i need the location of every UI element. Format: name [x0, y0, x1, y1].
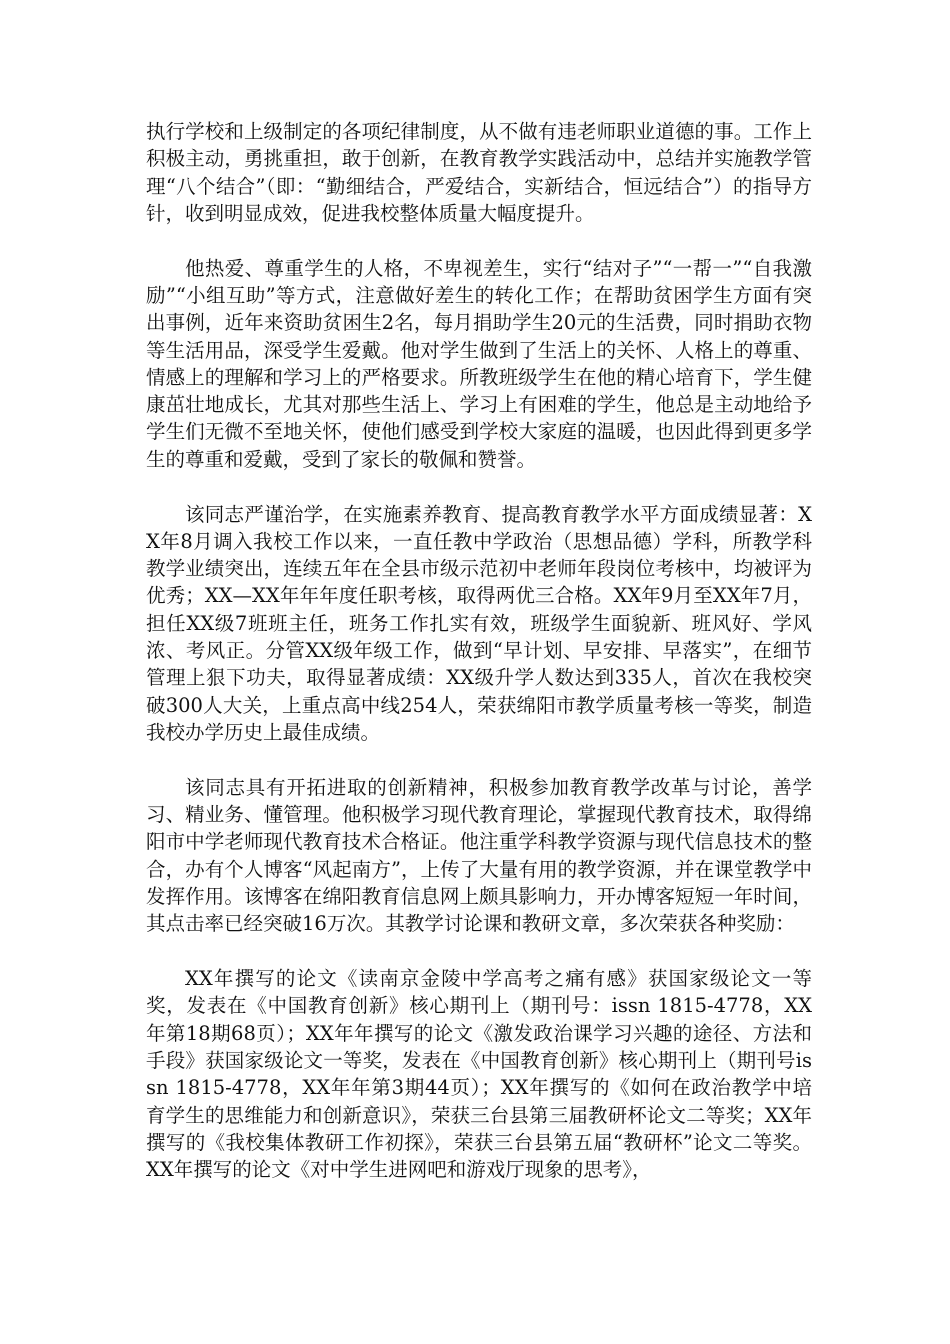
paragraph-student-care: 他热爱、尊重学生的人格，不卑视差生，实行“结对子”“一帮一”“自我激励”“小组互助”等方式，注意做好差生的转化工作；在帮助贫困学生方面有突出事例，近年来资助贫困生2名，每月捐助学生20元的生活费，同时捐助衣物等生活用品，深受学生爱戴。他对学生做到了生活上的关怀、人格上的尊重、情感上的理解和学习上的严格要求。所教班级学生在他的精心培育下，学生健康茁壮地成长，尤其对那些生活上、学习上有困难的学生，他总是主动地给予学生们无微不至地关怀，使他们感受到学校大家庭的温暖，也因此得到更多学生的尊重和爱戴，受到了家长的敬佩和赞誉。: [146, 256, 812, 471]
document-page: [146, 118, 812, 1211]
paragraph-publications: XX年撰写的论文《读南京金陵中学高考之痛有感》获国家级论文一等奖，发表在《中国教育创新》核心期刊上（期刊号：issn 1815-4778，XX年第18期68页）；XX年年撰写的论文《激发政治课学习兴趣的途径、方法和手段》获国家级论文一等奖，发表在《中国教育创新》核心期刊上（期刊号issn 1815-4778，XX年年第3期44页）；XX年撰写的《如何在政治教学中培育学生的思维能力和创新意识》，荣获三台县第三届教研杯论文二等奖；XX年撰写的《我校集体教研工作初探》，荣获三台县第五届“教研杯”论文二等奖。XX年撰写的论文《对中学生进网吧和游戏厅现象的思考》，: [146, 967, 812, 1182]
paragraph-discipline: 执行学校和上级制定的各项纪律制度，从不做有违老师职业道德的事。工作上积极主动，勇挑重担，敢于创新，在教育教学实践活动中，总结并实施教学管理“八个结合”（即：“勤细结合，严爱结合，实新结合，恒远结合”）的指导方针，收到明显成效，促进我校整体质量大幅度提升。: [146, 120, 812, 225]
paragraph-innovation: 该同志具有开拓进取的创新精神，积极参加教育教学改革与讨论，善学习、精业务、懂管理。他积极学习现代教育理论，掌握现代教育技术，取得绵阳市中学老师现代教育技术合格证。他注重学科教学资源与现代信息技术的整合，办有个人博客“风起南方”，上传了大量有用的教学资源，并在课堂教学中发挥作用。该博客在绵阳教育信息网上颇具影响力，开办博客短短一年时间，其点击率已经突破16万次。其教学讨论课和教研文章，多次荣获各种奖励：: [146, 775, 812, 936]
paragraph-teaching-achievements: 该同志严谨治学，在实施素养教育、提高教育教学水平方面成绩显著：XX年8月调入我校工作以来，一直任教中学政治（思想品德）学科，所教学科教学业绩突出，连续五年在全县市级示范初中老师年段岗位考核中，均被评为优秀；XX—XX年年年度任职考核，取得两优三合格。XX年9月至XX年7月，担任XX级7班班主任，班务工作扎实有效，班级学生面貌新、班风好、学风浓、考风正。分管XX级年级工作，做到“早计划、早安排、早落实”，在细节管理上狠下功夫，取得显著成绩：XX级升学人数达到335人，首次在我校突破300人大关，上重点高中线254人，荣获绵阳市教学质量考核一等奖，制造我校办学历史上最佳成绩。: [146, 502, 812, 744]
